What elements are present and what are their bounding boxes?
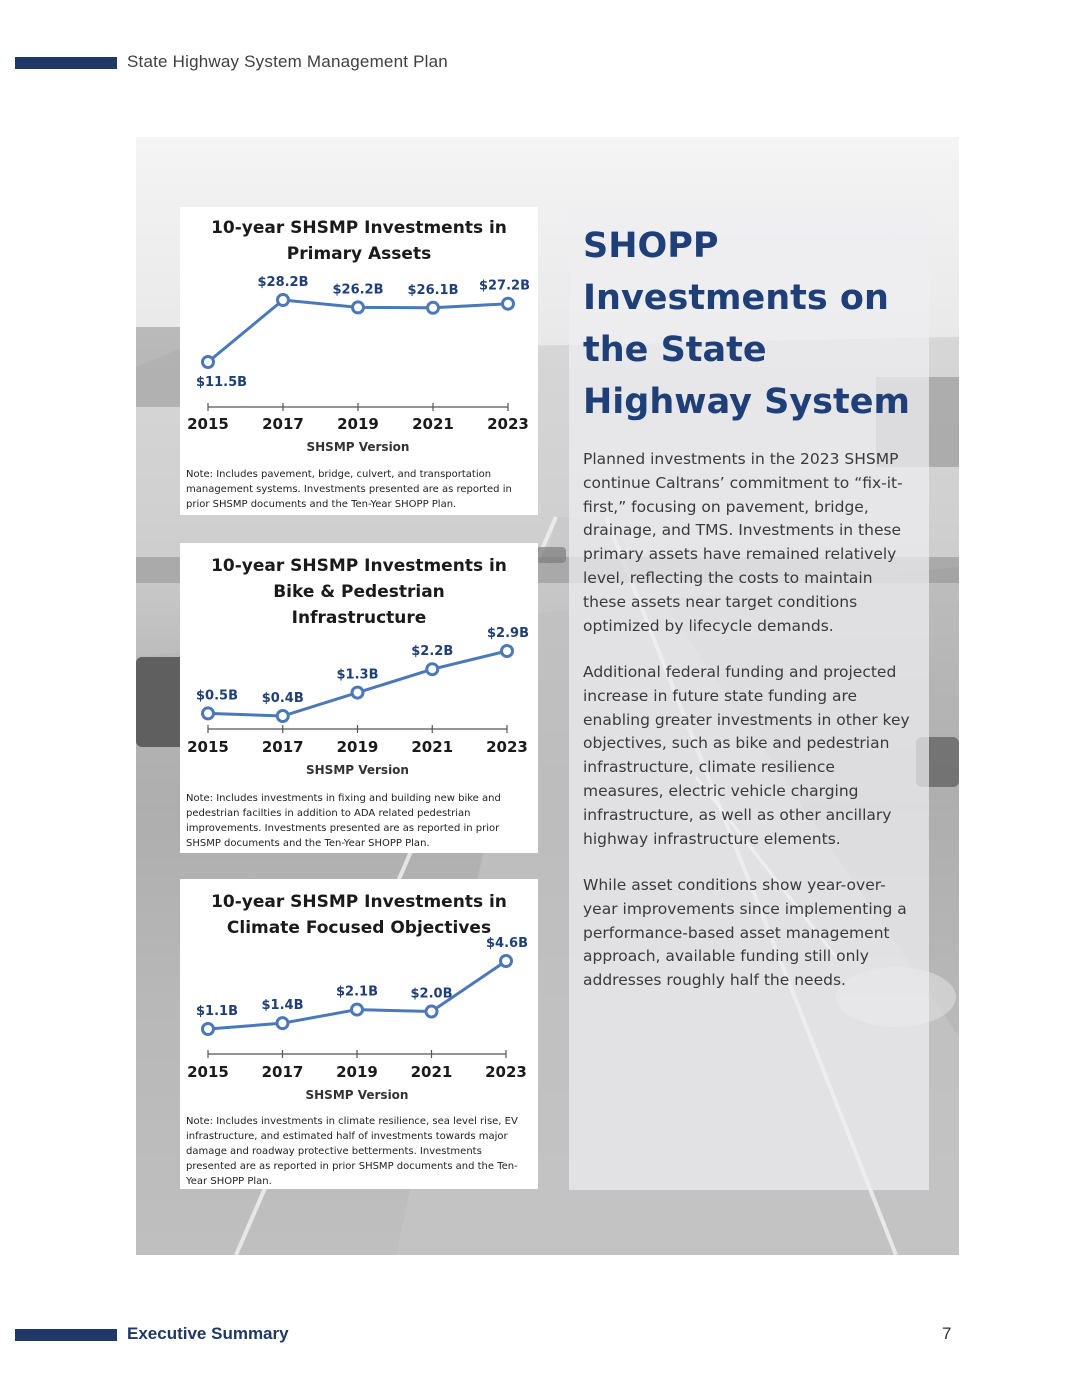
data-label: $1.3B (336, 667, 379, 683)
page-number: 7 (942, 1324, 952, 1343)
data-point (501, 956, 512, 967)
x-tick-label: 2019 (337, 415, 379, 433)
x-tick-label: 2017 (261, 1063, 304, 1081)
data-point (277, 711, 288, 722)
data-point (277, 1018, 288, 1029)
x-tick-label: 2021 (410, 1063, 453, 1081)
line-chart-primary-assets (180, 207, 538, 507)
chart-title: 10-year SHSMP Investments in Bike & Pedestrian Infrastructure (211, 556, 507, 628)
chart-card-climate (180, 879, 538, 1189)
x-tick-label: 2023 (485, 1063, 527, 1081)
x-tick-label: 2019 (336, 1063, 378, 1081)
panel-heading: SHOPP Investments on the State Highway System (583, 226, 910, 422)
chart-note: Note: Includes investments in fixing and building new bike and pedestrian facilties in addition to ADA related pedestrian improvements. Investments presented are as reported in prior SHSMP documents and the Ten-Year SHOPP Plan. (186, 793, 501, 849)
x-tick-label: 2017 (262, 415, 304, 433)
data-point (428, 302, 439, 313)
data-label: $2.2B (411, 644, 454, 660)
x-tick-label: 2015 (187, 1063, 229, 1081)
data-point (278, 295, 289, 306)
panel-paragraph-2: Additional federal funding and projected increase in future state funding are enabling greater investments in other key objectives, such as bike and pedestrian infrastructure, climate resilience measures, electric vehicle charging infrastructure, as well as other ancillary highway infrastructure elements. (583, 663, 910, 848)
data-point (503, 298, 514, 309)
x-tick-label: 2023 (487, 415, 529, 433)
x-tick-label: 2015 (187, 415, 229, 433)
x-axis-title: SHSMP Version (306, 763, 409, 777)
chart-note: Note: Includes investments in climate resilience, sea level rise, EV infrastructure, and estimated half of investments towards major damage and roadway protective betterments. Investments presented are as reported in prior SHSMP documents and the Ten-Year SHOPP Plan. (186, 1116, 518, 1187)
chart-card-bike-pedestrian (180, 543, 538, 853)
chart-card-primary-assets (180, 207, 538, 515)
data-label: $1.4B (261, 998, 304, 1014)
x-tick-label: 2021 (411, 738, 454, 756)
chart-note: Note: Includes pavement, bridge, culvert, and transportation management systems. Investments presented are as reported in prior SHSMP documents and the Ten-Year SHOPP Plan. (186, 469, 512, 510)
x-axis-title: SHSMP Version (306, 440, 410, 454)
section-title: Executive Summary (127, 1324, 289, 1343)
x-tick-label: 2023 (486, 738, 528, 756)
data-label: $2.1B (336, 984, 378, 1000)
data-point (203, 357, 214, 368)
panel-paragraph-1: Planned investments in the 2023 SHSMP continue Caltrans’ commitment to “fix-it-first,” focusing on pavement, bridge, drainage, and TMS. Investments in these primary assets have remained relatively level, reflecting the costs to maintain these assets near target conditions optimized by lifecycle demands. (583, 450, 903, 635)
data-label: $27.2B (478, 278, 530, 294)
data-label: $28.2B (257, 275, 309, 290)
data-label: $0.4B (261, 691, 304, 706)
chart-title: 10-year SHSMP Investments in Climate Focused Objectives (211, 892, 507, 938)
x-tick-label: 2019 (336, 738, 379, 756)
data-point (203, 708, 214, 719)
data-point (352, 687, 363, 698)
series-line (208, 651, 507, 716)
x-tick-label: 2015 (187, 738, 229, 756)
data-label: $4.6B (486, 936, 528, 951)
data-label: $2.9B (487, 626, 529, 641)
data-label: $26.2B (332, 282, 384, 298)
data-label: $1.1B (196, 1004, 238, 1019)
data-point (427, 664, 438, 675)
chart-title: 10-year SHSMP Investments in Primary Assets (211, 218, 507, 264)
x-tick-label: 2021 (412, 415, 454, 433)
data-label: $26.1B (407, 282, 459, 298)
data-point (353, 302, 364, 313)
text-panel (569, 208, 929, 1190)
document-title: State Highway System Management Plan (127, 52, 448, 71)
data-label: $0.5B (196, 688, 238, 704)
x-axis-title: SHSMP Version (305, 1088, 409, 1102)
panel-paragraph-3: While asset conditions show year-over-year improvements since implementing a performance-based asset management approach, available funding still only addresses roughly half the needs. (583, 876, 907, 990)
data-label: $11.5B (196, 375, 248, 390)
header-accent-bar (15, 57, 117, 69)
data-point (502, 646, 513, 657)
x-tick-label: 2017 (261, 738, 304, 756)
data-label: $2.0B (410, 986, 453, 1002)
data-point (426, 1006, 437, 1017)
footer-accent-bar (15, 1329, 117, 1341)
data-point (203, 1024, 214, 1035)
data-point (352, 1004, 363, 1015)
